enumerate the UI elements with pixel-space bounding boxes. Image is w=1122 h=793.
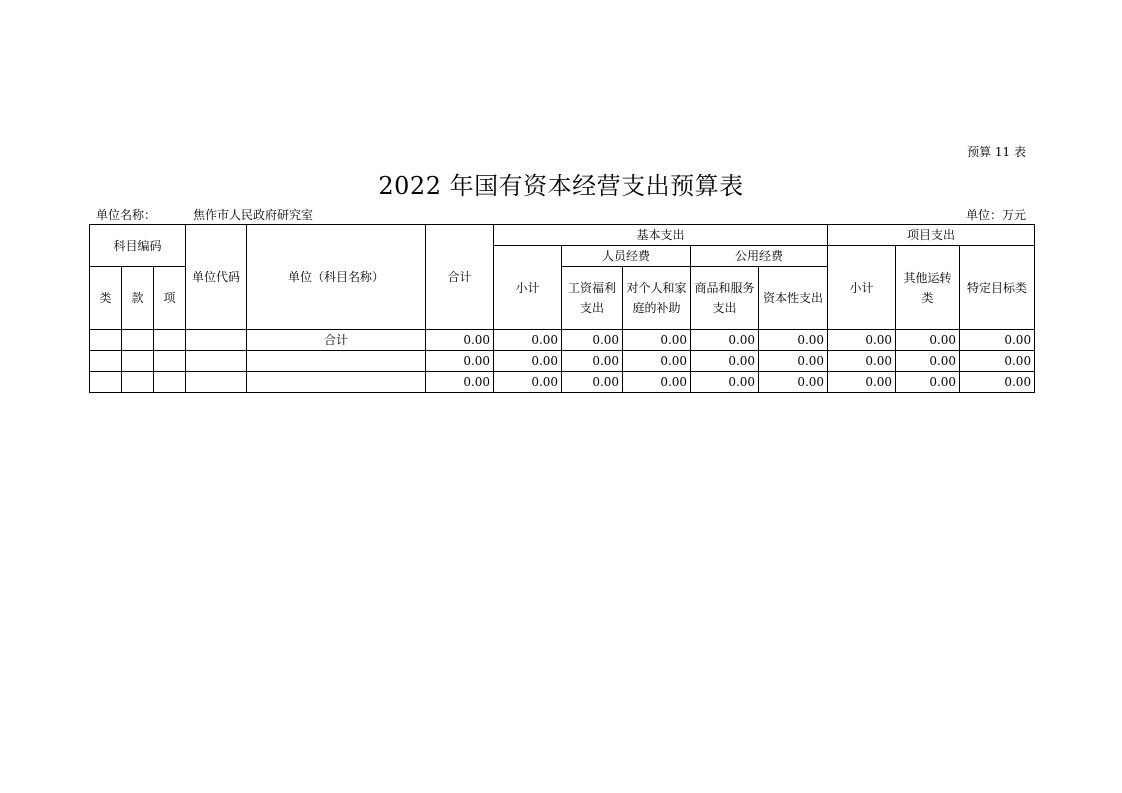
cell-name: 合计 — [247, 330, 426, 351]
cell-capital-expenditure: 0.00 — [759, 330, 828, 351]
cell-category — [90, 330, 122, 351]
table-number: 预算 11 表 — [967, 145, 1026, 159]
cell-unit-code — [186, 351, 247, 372]
cell-unit-code — [186, 372, 247, 393]
cell-project-subtotal: 0.00 — [828, 330, 896, 351]
cell-specific-target: 0.00 — [960, 372, 1035, 393]
table-row — [90, 351, 1035, 372]
header-subject-code: 科目编码 — [90, 225, 186, 267]
cell-individual-family-subsidy: 0.00 — [623, 351, 691, 372]
cell-project-subtotal: 0.00 — [828, 351, 896, 372]
cell-name — [247, 351, 426, 372]
cell-basic-subtotal: 0.00 — [494, 330, 562, 351]
cell-wages-welfare: 0.00 — [562, 351, 623, 372]
budget-table — [89, 224, 1035, 393]
cell-specific-target: 0.00 — [960, 330, 1035, 351]
cell-basic-subtotal: 0.00 — [494, 372, 562, 393]
cell-goods-services: 0.00 — [691, 372, 759, 393]
header-basic-subtotal: 小计 — [494, 246, 562, 330]
header-capital-expenditure: 资本性支出 — [759, 267, 828, 330]
table-header — [90, 225, 1035, 330]
header-section: 款 — [122, 267, 154, 330]
header-total: 合计 — [426, 225, 494, 330]
cell-wages-welfare: 0.00 — [562, 372, 623, 393]
header-unit-code: 单位代码 — [186, 225, 247, 330]
cell-basic-subtotal: 0.00 — [494, 351, 562, 372]
table-row — [90, 330, 1035, 351]
cell-wages-welfare: 0.00 — [562, 330, 623, 351]
cell-goods-services: 0.00 — [691, 330, 759, 351]
table-row — [90, 372, 1035, 393]
unit-name-value: 焦作市人民政府研究室 — [193, 208, 314, 222]
cell-individual-family-subsidy: 0.00 — [623, 372, 691, 393]
header-individual-family-subsidy: 对个人和家庭的补助 — [623, 267, 691, 330]
cell-other-transfer: 0.00 — [896, 372, 960, 393]
cell-item — [154, 330, 186, 351]
cell-item — [154, 351, 186, 372]
unit-name-label: 单位名称： — [96, 208, 157, 222]
cell-unit-code — [186, 330, 247, 351]
currency-unit: 单位：万元 — [965, 208, 1026, 222]
header-basic-expenditure: 基本支出 — [494, 225, 828, 246]
header-category: 类 — [90, 267, 122, 330]
cell-capital-expenditure: 0.00 — [759, 351, 828, 372]
cell-specific-target: 0.00 — [960, 351, 1035, 372]
cell-total: 0.00 — [426, 330, 494, 351]
cell-category — [90, 351, 122, 372]
cell-category — [90, 372, 122, 393]
cell-total: 0.00 — [426, 351, 494, 372]
cell-section — [122, 351, 154, 372]
cell-capital-expenditure: 0.00 — [759, 372, 828, 393]
header-public-expense: 公用经费 — [691, 246, 828, 267]
cell-other-transfer: 0.00 — [896, 351, 960, 372]
cell-other-transfer: 0.00 — [896, 330, 960, 351]
header-unit-subject-name: 单位（科目名称） — [247, 225, 426, 330]
table-body — [90, 330, 1035, 393]
cell-section — [122, 372, 154, 393]
cell-total: 0.00 — [426, 372, 494, 393]
cell-project-subtotal: 0.00 — [828, 372, 896, 393]
cell-name — [247, 372, 426, 393]
header-item: 项 — [154, 267, 186, 330]
cell-item — [154, 372, 186, 393]
header-wages-welfare: 工资福利支出 — [562, 267, 623, 330]
header-personnel-expense: 人员经费 — [562, 246, 691, 267]
cell-individual-family-subsidy: 0.00 — [623, 330, 691, 351]
header-goods-services: 商品和服务支出 — [691, 267, 759, 330]
page-title: 2022 年国有资本经营支出预算表 — [378, 172, 744, 200]
header-project-expenditure: 项目支出 — [828, 225, 1035, 246]
header-project-subtotal: 小计 — [828, 246, 896, 330]
cell-section — [122, 330, 154, 351]
header-other-transfer: 其他运转类 — [896, 246, 960, 330]
header-specific-target: 特定目标类 — [960, 246, 1035, 330]
cell-goods-services: 0.00 — [691, 351, 759, 372]
